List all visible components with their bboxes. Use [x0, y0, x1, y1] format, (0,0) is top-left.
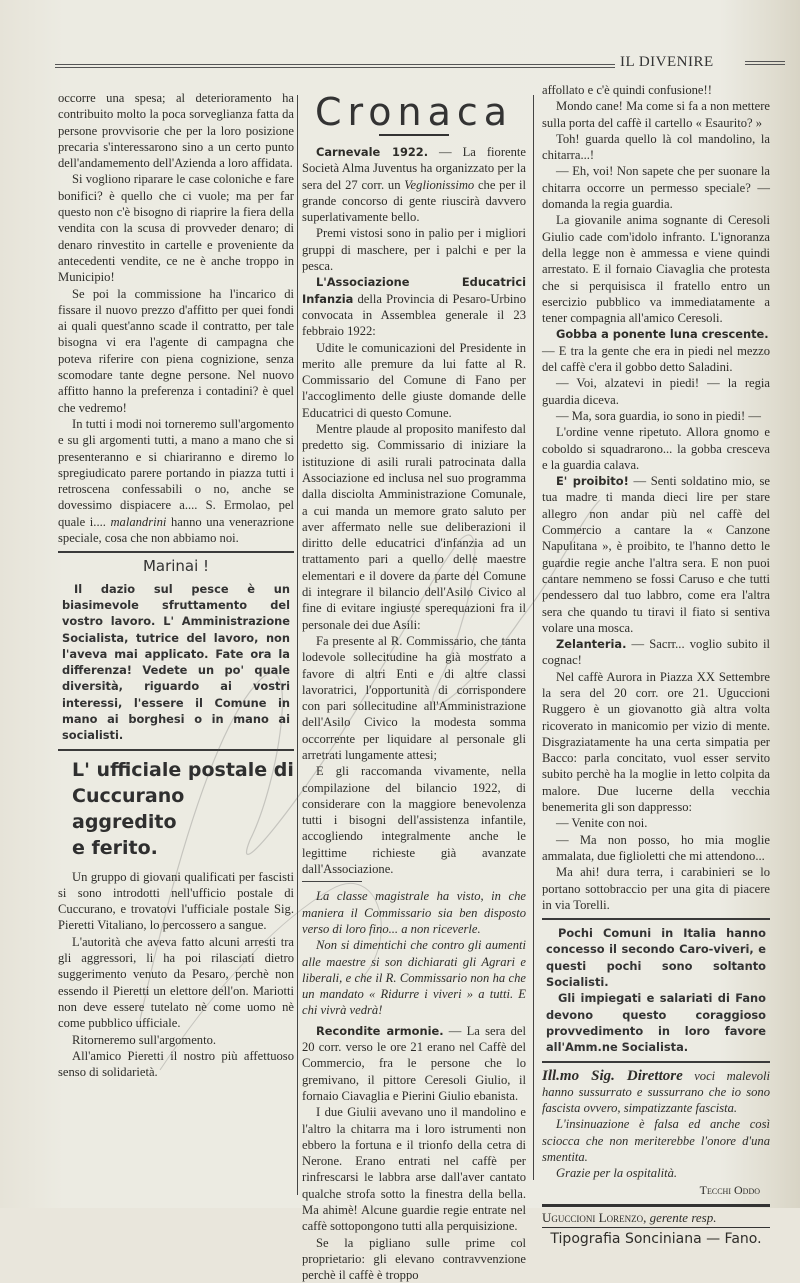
gerente-role: gerente resp.	[646, 1209, 717, 1225]
article-paragraph: Nel caffè Aurora in Piazza XX Settembre la sera del 20 corr. ore 21. Uguccioni Ruggero è un giovanotto già altra volta ricoverato in manicomio per vizio di mente. Disgraziatamente ha una certa simpatia per Bacco: parla concitato, vuol esser servito subito perchè ha la moglie in letto colpita da malore. Due lucerne della vecchia benemerita gli son dappresso:	[542, 669, 770, 815]
column-1	[58, 90, 294, 1080]
imprint-footer	[542, 1204, 770, 1248]
section-title-cronaca: Cronaca	[314, 90, 514, 134]
article-paragraph: Se la pigliano sulle prime col proprietario: gli elevano contravvenzione perchè il caffè è troppo	[302, 1235, 526, 1283]
article-paragraph: Si vogliono riparare le case coloniche e fare bonifici? è quello che ci vuole; ma per far questo non c'è bisogno di riaprire la fiera della vendita con la scusa di provveder denaro; di denaro rinvestito in cartelle e proveniente da antecedenti vendite, ce ne è anche troppo in Municipio!	[58, 172, 294, 285]
article-paragraph: Mondo cane! Ma come si fa a non mettere sulla porta del caffè il cartello « Esaurito? »	[542, 99, 770, 130]
paragraph-text: — La fiorente Società Alma Juventus ha organizzato per la sera del 27 corr. un	[302, 145, 527, 192]
header-rule	[55, 67, 615, 68]
italic-word: malandrini	[110, 514, 167, 529]
article-paragraph: — Ma, sora guardia, io sono in piedi! —	[556, 408, 761, 423]
footer-rule	[542, 1204, 770, 1207]
marinai-text	[58, 581, 294, 744]
title-rule	[379, 134, 449, 136]
section-rule	[542, 918, 770, 920]
italic-word: Veglionissimo	[404, 177, 475, 192]
article-paragraph: All'amico Pieretti il nostro più affettuoso senso di solidarietà.	[58, 1048, 294, 1080]
article-paragraph: occorre una spesa; al deterioramento ha contribuito molto la poca sorveglianza fatta da persone provvisorie che per la loro posizione precaria s'interessarono sino a un certo punto dell'andamemento dell'Azienda a loro affidata.	[58, 91, 294, 171]
section-rule	[58, 551, 294, 553]
page-header	[40, 52, 792, 74]
article-paragraph: affollato e c'è quindi confusione!!	[542, 83, 712, 97]
article-paragraph: I due Giulii avevano uno il mandolino e l'altro la chitarra ma i loro istrumenti non ebbero la fortuna e il trionfo della cetra di Nerone. Erano entrati nel caffè per rinfrescarsi le labbra arse dall'aver cantato qualche strofa sotto la finestra della bella. Ma ahimè! Alcune guardie regie entrate nel caffè sottopongono tutti alla perquisizione.	[302, 1105, 526, 1234]
marinai-paragraph: Il dazio sul pesce è un biasimevole sfruttamento del vostro lavoro. L' Amministrazione Socialista, tutrice del lavoro, non l'aveva mai applicato. Fate ora la differenza! Vedete un po' quale diversità, riguardo ai vostri interessi, l'essere il Comune in mano ai borghesi o in mano ai socialisti.	[62, 581, 290, 743]
lettera-salutation: Ill.mo Sig. Direttore	[542, 1067, 683, 1084]
short-rule	[302, 881, 362, 882]
lettera-paragraph	[542, 1068, 770, 1117]
comment-paragraph: Non si dimentichi che contro gli aumenti alle maestre si son dichiarati gli Agrari e liberali, e che il R. Commissario non ha che un mandato « Ridurre i viveri » a tutti. E chi vivrà vedrà!	[302, 938, 526, 1018]
article-paragraph: Udite le comunicazioni del Presidente in merito alle premure da lui fatte al R. Commissario del Comune di Fano per l'accoglimento delle giuste domande delle Educatrici di questo Comune.	[302, 340, 526, 420]
article-paragraph: Ma ahi! dura terra, i carabinieri se lo portano sottobraccio per una gita di piacere in via Torelli.	[542, 865, 770, 912]
headline-line: Cuccurano aggredito	[72, 784, 185, 833]
marinai-box	[58, 558, 294, 743]
carnevale-paragraph	[302, 144, 526, 225]
associazione-paragraph	[302, 274, 526, 339]
article-paragraph: Premi vistosi sono in palio per i migliori gruppi di maschere, per i palchi e per la pesca.	[302, 226, 526, 274]
zelanteria-paragraph	[542, 636, 770, 669]
zelanteria-lead: Zelanteria.	[556, 637, 627, 652]
section-rule	[58, 749, 294, 751]
box-paragraph: Gli impiegati e salariati di Fano devono questo coraggioso provvedimento in loro favore all'Amm.ne Socialista.	[546, 991, 766, 1055]
header-rule	[745, 61, 785, 62]
associazione-lead: L'Associazione Educatrici Infanzia	[302, 275, 526, 306]
article-paragraph: L'ordine venne ripetuto. Allora gnomo e coboldo si squadrarono... la gobba cresceva e la guardia calava.	[542, 425, 770, 472]
paragraph-text: voci malevoli hanno sussurrato e sussurrano che io sono fascista ovvero, simpatizzante fascista.	[542, 1068, 770, 1116]
lettera-paragraph: L'insinuazione è falsa ed anche così sciocca che non meriterebbe l'onore d'una smentita.	[542, 1117, 770, 1164]
box-paragraph: Pochi Comuni in Italia hanno concesso il secondo Caro-viveri, e questi pochi sono soltanto Socialisti.	[546, 926, 766, 990]
ufficiale-headline	[58, 757, 294, 861]
column-divider	[533, 95, 534, 1180]
article-paragraph: — Venite con noi.	[556, 816, 648, 831]
gobba-lead-paragraph	[542, 326, 770, 342]
gobba-lead: Gobba a ponente luna crescente.	[556, 327, 769, 342]
section-rule	[542, 1061, 770, 1063]
signature: Tecchi Oddo	[699, 1182, 760, 1197]
article-paragraph: — E tra la gente che era in piedi nel mezzo del caffè c'era il gobbo detto Saladini.	[542, 343, 770, 375]
gerente-line	[542, 1210, 770, 1228]
paragraph-text: hanno una venerazrione speciale, cosa che non abbiamo noi.	[58, 514, 294, 546]
headline-line: e ferito.	[72, 836, 158, 859]
paragraph-text: — Sacrr... voglio subito il cognac!	[542, 637, 770, 668]
tipografia-line: Tipografia Sonciniana — Fano.	[550, 1231, 762, 1248]
article-paragraph: Fa presente al R. Commissario, che tanta lodevole sollecitudine ha già mostrato a favore di altri Enti e di altre classi lavoratrici, l'opportunità di corrispondere con pari sollecitudine all'Amministrazione dell'Asilo Civico la modesta somma occorrente per liquidare al personale gli arretrati lungamente attesi;	[302, 633, 526, 762]
article-paragraph: Mentre plaude al proposito manifesto dal predetto sig. Commissario di iniziare la istituzione di asili rurali patrocinata dalla Associazione ed inclusa nel suo programma dalla disciolta Amministrazione Comunale, a cui manda un memore grato saluto per aver affermato nelle sue deliberazioni il diritto delle educatrici d'infanzia ad un trattamento pari a quello delle maestre elementari e il dovere da parte del Comune di integrare il bilancio dell'Asilo Civico al fine di evitare ingiuste sperequazioni fra il personale dei due Asili:	[302, 422, 526, 632]
article-paragraph: — Eh, voi! Non sapete che per suonare la chitarra occorre un permesso speciale? — domanda la regia guardia.	[542, 164, 770, 212]
article-paragraph: Un gruppo di giovani qualificati per fascisti si sono introdotti nell'ufficio postale di Cuccurano, e trovatovi l'ufficiale postale Sig. Pieretti Vitaliano, lo percossero a sangue.	[58, 869, 294, 933]
recondite-paragraph	[302, 1023, 526, 1104]
paragraph-text: In tutti i modi noi torneremo sull'argomento e su gli argomenti tutti, a mano a mano che si presenteranno e si chiariranno e diremo lo spregiudicato parere portando in piazza tutti i retroscena confessabili o no, anche se dovessimo dispiacere a.... S. Ermolao, pel quale i....	[58, 416, 294, 529]
marinai-title: Marinai !	[142, 557, 210, 576]
article-paragraph	[58, 416, 294, 546]
newspaper-title: IL DIVENIRE	[620, 54, 714, 70]
article-paragraph: — Ma non posso, ho mia moglie ammalata, due figlioletti che mi attendono...	[542, 832, 770, 863]
paragraph-text: — La sera del 20 corr. verso le ore 21 erano nel Caffè del Commercio, fra le persone che lo gremivano, il pittore Ceresoli Giulio, il fornaio Ciavaglia e Pierini Giulio ebanista.	[302, 1023, 526, 1103]
article-paragraph: — Voi, alzatevi in piedi! — la regia guardia diceva.	[542, 376, 770, 407]
article-paragraph: Se poi la commissione ha l'incarico di fissare il nuovo prezzo d'affitto per quei fondi ai quali quest'anno scade il contratto, per tale bisogna vi era l'agente di campagna che poteva riferire con piena cognizione, senza scomodare tante degne persone. Nel nuovo affitto hanno la preferenza i contadini? è quel che vedremo!	[58, 286, 294, 415]
lettera-paragraph: Grazie per la ospitalità.	[556, 1166, 678, 1181]
paragraph-text: — Senti soldatino mio, se tua madre ti manda dieci lire per stare allegro non andar più nel caffè del Commercio a cantare la « Canzone Napulitana », è proibito, te l'hanno detto le guardie regie anche l'altra sera. E non puoi cantare nemmeno se fossi Caruso e che tutti pendessero dal tuo labbro, come era l'altra sera che quando tu tiravi il fiato si sentiva volare una mosca.	[542, 474, 770, 635]
article-paragraph: Ritorneremo sull'argomento.	[72, 1032, 217, 1047]
proibito-lead: E' proibito!	[556, 474, 629, 489]
column-2	[302, 92, 526, 1283]
headline-line: L' ufficiale postale di	[72, 758, 294, 781]
column-divider	[297, 95, 298, 1195]
article-paragraph: L'autorità che aveva fatto alcuni arresti tra gli aggressori, li ha poi rilasciati dietro suggerimento venuto da Pesaro, perchè non essendo il Pieretti un elettore dell'on. Mariotti non deve essere tutelato nè come uomo nè come pubblico ufficiale.	[58, 934, 294, 1031]
article-paragraph: E gli raccomanda vivamente, nella compilazione del bilancio 1922, di considerare con la maggiore benevolenza tutti i bisogni dell'assistenza infantile, accogliendo integralmente anche le legittime richieste già avanzate dall'Associazione.	[302, 764, 526, 877]
pochi-comuni-box	[542, 925, 770, 1055]
proibito-paragraph	[542, 473, 770, 636]
article-paragraph: La giovanile anima sognante di Ceresoli Giulio cade com'idolo infranto. L'ignoranza della legge non è ammessa e viene quindi arrestato. E il fornaio Ciavaglia che protesta che si perquisisca il fratello entro un esercizio pubblico va immediatamente a tener compagnia all'amico Ceresoli.	[542, 213, 770, 326]
recondite-lead: Recondite armonie.	[316, 1023, 444, 1038]
header-rule	[745, 64, 785, 65]
header-rule	[55, 64, 615, 65]
article-paragraph: Toh! guarda quello là col mandolino, la chitarra...!	[542, 131, 770, 163]
comment-paragraph: La classe magistrale ha visto, in che maniera il Commissario sia ben disposto verso di loro fino... a non riceverle.	[302, 889, 526, 936]
carnevale-lead: Carnevale 1922.	[316, 145, 429, 159]
gerente-name: Uguccioni Lorenzo,	[542, 1209, 647, 1225]
lettera-block	[542, 1068, 770, 1182]
comment-block	[302, 888, 526, 1018]
paragraph-text: della Provincia di Pesaro-Urbino convocata in Assemblea generale il 23 febbraio 1922:	[302, 291, 526, 339]
paragraph-text: che per il grande concorso di gente riuscirà davvero superlativamente bello.	[302, 177, 526, 225]
column-3	[542, 82, 770, 1247]
